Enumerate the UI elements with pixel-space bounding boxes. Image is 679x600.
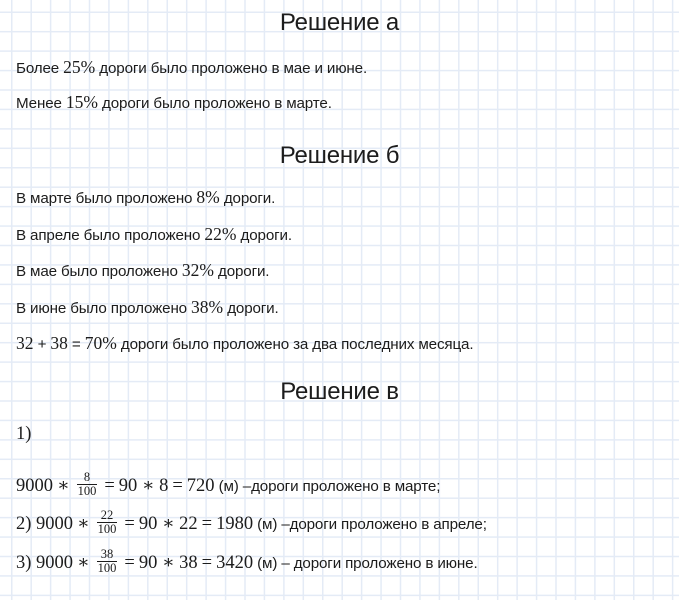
fraction-denominator: 100 (77, 484, 97, 498)
line-text: дороги было проложено за два последних месяца. (116, 336, 474, 353)
equation-base: 9000 (36, 552, 74, 573)
equals-sign: = (201, 552, 213, 573)
equation-description: –дороги проложено в апреле; (277, 515, 487, 533)
percent-value: 32% (181, 260, 214, 280)
equals-sign: = (201, 513, 213, 534)
intermediate-expression: 90 ∗ 8 (118, 475, 169, 496)
equals-sign: = (124, 552, 135, 573)
intermediate-expression: 90 ∗ 22 (138, 513, 198, 534)
section-b-title: Решение б (279, 142, 400, 169)
equals-sign: = (67, 336, 85, 353)
line-text: дороги. (223, 300, 279, 317)
equals-sign: = (104, 475, 115, 496)
equals-sign: = (124, 513, 135, 534)
section-b-line-3 (16, 260, 269, 282)
fraction (97, 510, 118, 535)
fraction-denominator: 100 (97, 561, 117, 575)
section-b-line-4 (16, 297, 279, 319)
line-text: дороги было проложено в мае и июне. (95, 60, 368, 77)
fraction (77, 472, 98, 497)
section-b-sum-line (16, 333, 473, 355)
line-text: В марте было проложено (16, 190, 197, 207)
line-text: В апреле было проложено (16, 227, 205, 244)
equation-3 (16, 547, 478, 576)
line-text: Более (16, 60, 64, 77)
equation-base: 9000 (36, 513, 74, 534)
unit: (м) (214, 477, 239, 495)
unit: (м) (253, 515, 278, 533)
equation-2 (16, 508, 487, 537)
line-text: дороги. (213, 263, 270, 280)
percent-value: 15% (65, 92, 98, 112)
multiply-sign: ∗ (77, 513, 90, 534)
section-a-line-1 (16, 57, 367, 79)
line-text: В мае было проложено (16, 263, 182, 280)
sum-operand-a: 32 (16, 333, 34, 353)
percent-value: 25% (63, 57, 96, 77)
equation-result: 3420 (216, 552, 254, 573)
unit: (м) (253, 554, 278, 572)
intermediate-expression: 90 ∗ 38 (138, 552, 198, 573)
section-b-line-1 (16, 187, 275, 209)
percent-value: 38% (191, 297, 224, 317)
section-c-title: Решение в (280, 378, 399, 405)
section-b-line-2 (16, 224, 292, 246)
multiply-sign: ∗ (57, 475, 70, 496)
fraction-numerator: 8 (77, 472, 98, 485)
equation-result: 720 (186, 475, 215, 496)
equation-result: 1980 (216, 513, 254, 534)
fraction-numerator: 22 (97, 510, 118, 523)
equation-description: –дороги проложено в марте; (238, 477, 441, 495)
line-text: дороги было проложено в марте. (97, 95, 332, 112)
equation-description: – дороги проложено в июне. (277, 554, 478, 572)
line-text: дороги. (219, 190, 276, 207)
sum-result: 70% (84, 333, 117, 353)
equation-prefix: 2) (16, 513, 37, 534)
section-a-line-2 (16, 92, 332, 114)
fraction-denominator: 100 (97, 522, 117, 536)
line-text: дороги. (236, 227, 292, 244)
equals-sign: = (172, 475, 183, 496)
step-1-label: 1) (16, 424, 32, 444)
line-text: Менее (16, 95, 66, 112)
section-a-title: Решение а (279, 9, 400, 36)
multiply-sign: ∗ (77, 552, 90, 573)
plus-sign: + (33, 336, 51, 353)
sum-operand-b: 38 (50, 333, 68, 353)
percent-value: 8% (196, 187, 220, 207)
line-text: В июне было проложено (16, 300, 192, 317)
equation-1 (16, 470, 441, 499)
fraction-numerator: 38 (97, 549, 118, 562)
fraction (97, 549, 118, 574)
equation-base: 9000 (16, 475, 53, 496)
equation-prefix: 3) (16, 552, 37, 573)
percent-value: 22% (204, 224, 237, 244)
